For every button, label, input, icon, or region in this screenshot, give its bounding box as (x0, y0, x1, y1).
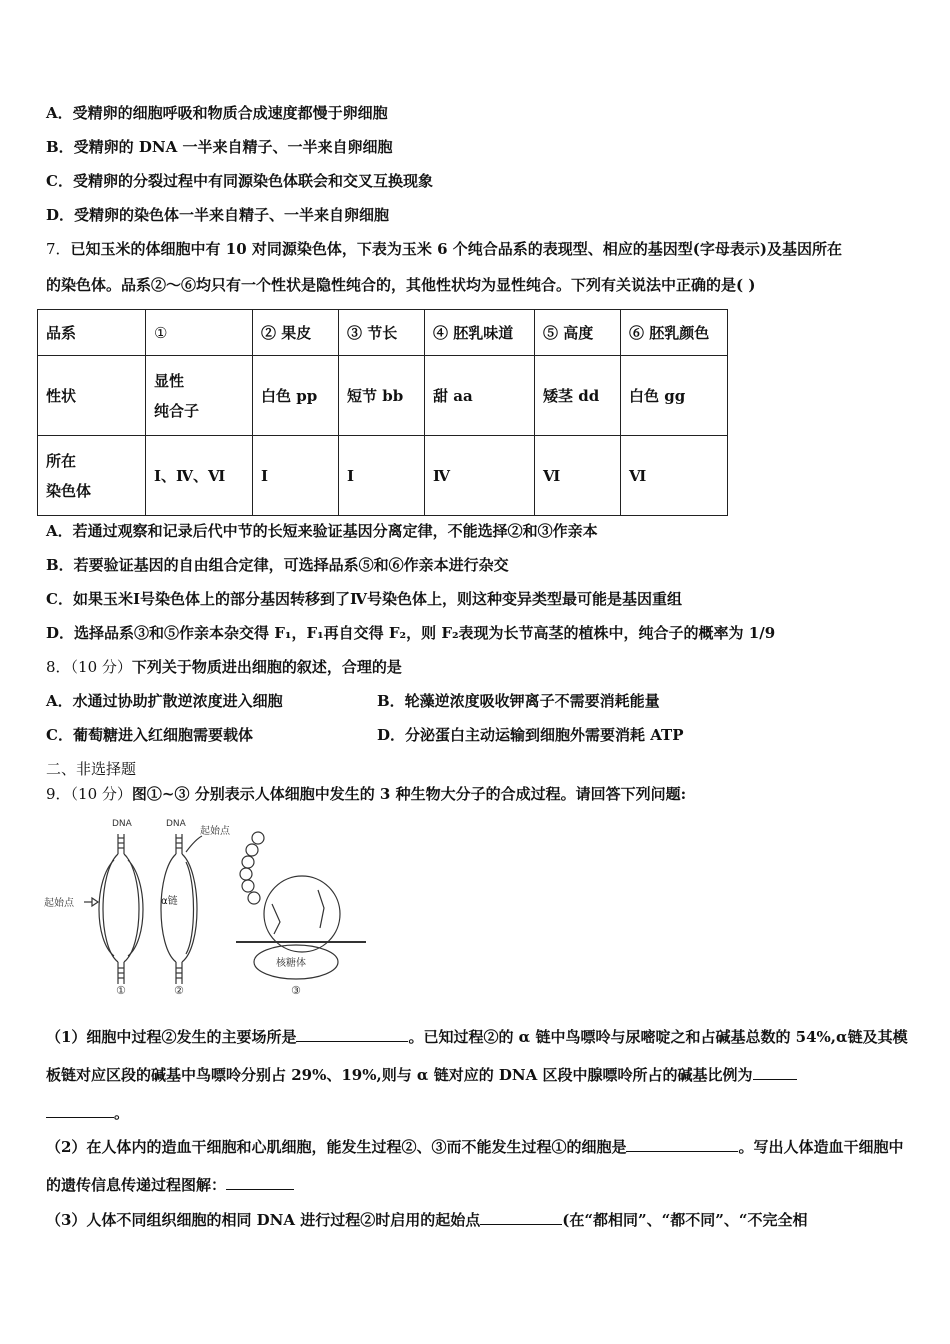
answer-blank[interactable] (226, 1173, 294, 1190)
transcription-diagram (161, 834, 202, 984)
table-cell: 白色 gg (621, 356, 728, 436)
table-header-cell: ② 果皮 (253, 310, 339, 356)
table-cell: 白色 pp (253, 356, 339, 436)
table-cell: 矮茎 dd (535, 356, 621, 436)
q7-option-a: A．若通过观察和记录后代中节的长短来验证基因分离定律，不能选择②和③作亲本 (46, 522, 598, 540)
table-cell: 短节 bb (339, 356, 425, 436)
q7-option-c: C．如果玉米Ⅰ号染色体上的部分基因转移到了Ⅳ号染色体上，则这种变异类型最可能是基因重组 (46, 590, 682, 608)
table-cell: Ⅵ (535, 436, 621, 516)
strain-table (37, 309, 728, 516)
q9-stem (46, 784, 686, 804)
section-title: 二、非选择题 (46, 760, 137, 778)
q7-option-d: D．选择品系③和⑤作亲本杂交得 F₁，F₁再自交得 F₂，则 F₂表现为长节高茎的植株中，纯合子的概率为 1/9 (46, 624, 776, 642)
table-cell (146, 356, 253, 436)
q6-option-b: B．受精卵的 DNA 一半来自精子、一半来自卵细胞 (46, 138, 393, 156)
table-cell: Ⅰ (339, 436, 425, 516)
table-header-cell: 品系 (38, 310, 146, 356)
q6-option-d: D．受精卵的染色体一半来自精子、一半来自卵细胞 (46, 206, 390, 224)
q8-option-d: D．分泌蛋白主动运输到细胞外需要消耗 ATP (377, 726, 684, 744)
table-header-cell: ③ 节长 (339, 310, 425, 356)
q9-part1-text-a: （1）细胞中过程②发生的主要场所是 (46, 1028, 297, 1046)
table-cell: Ⅵ (621, 436, 728, 516)
q7-stem-line1 (46, 239, 842, 259)
q7-option-b: B．若要验证基因的自由组合定律，可选择品系⑤和⑥作亲本进行杂交 (46, 556, 509, 574)
q8-option-b: B．轮藻逆浓度吸收钾离子不需要消耗能量 (377, 692, 660, 710)
table-row (38, 310, 728, 356)
chrom-label-line2: 染色体 (46, 481, 92, 500)
q9-part1-text-d: 。 (114, 1104, 130, 1122)
answer-blank[interactable] (296, 1025, 408, 1042)
process-label-3: ③ (291, 984, 301, 997)
table-row (38, 436, 728, 516)
q7-stem-line2: 的染色体。品系②～⑥均只有一个性状是隐性纯合的，其他性状均为显性纯合。下列有关说法中正确的是( ) (46, 276, 756, 294)
q9-part3-text-b: (在“都相同”、“都不同”、“不完全相 (562, 1211, 808, 1229)
process-label-2: ② (174, 984, 184, 997)
q9-part2-text-b: 。写出人体造 (738, 1138, 829, 1156)
ribosome-label: 核糖体 (276, 958, 306, 969)
table-cell: 甜 aa (425, 356, 535, 436)
chrom-label-line1: 所在 (46, 451, 77, 470)
trait-first-line2: 纯合子 (154, 401, 200, 420)
q6-option-a: A．受精卵的细胞呼吸和物质合成速度都慢于卵细胞 (46, 104, 388, 122)
q6-option-c: C．受精卵的分裂过程中有同源染色体联会和交叉互换现象 (46, 172, 433, 190)
table-cell-chrom-label (38, 436, 146, 516)
q9-part3-text-a: （3）人体不同组织细胞的相同 DNA 进行过程②时启用的起始点 (46, 1211, 481, 1229)
q9-part2 (46, 1128, 908, 1204)
table-row (38, 356, 728, 436)
answer-blank[interactable] (626, 1135, 738, 1152)
table-header-cell: ① (146, 310, 253, 356)
q9-part1-text-c: 链及其模板链对应区段的碱基中鸟嘌呤分别占 29%、19%,则与 α 链对应的 DNA 区段中腺嘌呤所占的碱基比例为 (46, 1028, 908, 1084)
answer-blank[interactable] (753, 1063, 797, 1080)
alpha-chain-label: α链 (161, 896, 178, 907)
q8-stem (46, 657, 402, 677)
origin-label-top: 起始点 (200, 826, 230, 837)
trait-first-line1: 显性 (154, 371, 185, 390)
table-header-cell: ④ 胚乳味道 (425, 310, 535, 356)
translation-diagram (236, 832, 366, 979)
q7-stem-text1: 已知玉米的体细胞中有 10 对同源染色体，下表为玉米 6 个纯合品系的表现型、相应的基因型(字母表示)及基因所在 (70, 240, 842, 258)
replication-diagram (84, 834, 143, 984)
synthesis-figure (40, 812, 370, 1002)
q8-option-c: C．葡萄糖进入红细胞需要载体 (46, 726, 253, 744)
answer-blank[interactable] (480, 1208, 562, 1225)
table-cell-trait-label: 性状 (38, 356, 146, 436)
q9-stem-text: 图①~③ 分别表示人体细胞中发生的 3 种生物大分子的合成过程。请回答下列问题: (131, 785, 687, 803)
origin-label-left: 起始点 (44, 898, 74, 909)
q9-number: 9．（10 分） (46, 785, 132, 803)
q9-part1 (46, 1018, 908, 1132)
table-cell: Ⅰ (253, 436, 339, 516)
table-header-cell: ⑥ 胚乳颜色 (621, 310, 728, 356)
q9-part2-text-a: （2）在人体内的造血干细胞和心肌细胞，能发生过程②、③而不能发生过程①的细胞是 (46, 1138, 627, 1156)
q8-stem-text: 下列关于物质进出细胞的叙述，合理的是 (131, 658, 402, 676)
table-cell: Ⅰ、Ⅳ、Ⅵ (146, 436, 253, 516)
table-cell: Ⅳ (425, 436, 535, 516)
q9-part1-text-b: 。已知过程②的 α 链中鸟嘌呤与尿嘧啶之和占碱基总数的 54%,α (408, 1028, 848, 1046)
q9-part3 (46, 1208, 808, 1230)
q8-option-a: A．水通过协助扩散逆浓度进入细胞 (46, 692, 283, 710)
answer-blank[interactable] (46, 1101, 114, 1118)
process-label-1: ① (116, 984, 126, 997)
q8-number: 8．（10 分） (46, 658, 132, 676)
table-header-cell: ⑤ 高度 (535, 310, 621, 356)
dna-label-2: DNA (166, 819, 186, 829)
dna-label-1: DNA (112, 819, 132, 829)
q9-part2-text-c: 血干细胞中的遗传信息传递过程图解： (46, 1138, 904, 1194)
q7-number: 7． (46, 240, 71, 258)
